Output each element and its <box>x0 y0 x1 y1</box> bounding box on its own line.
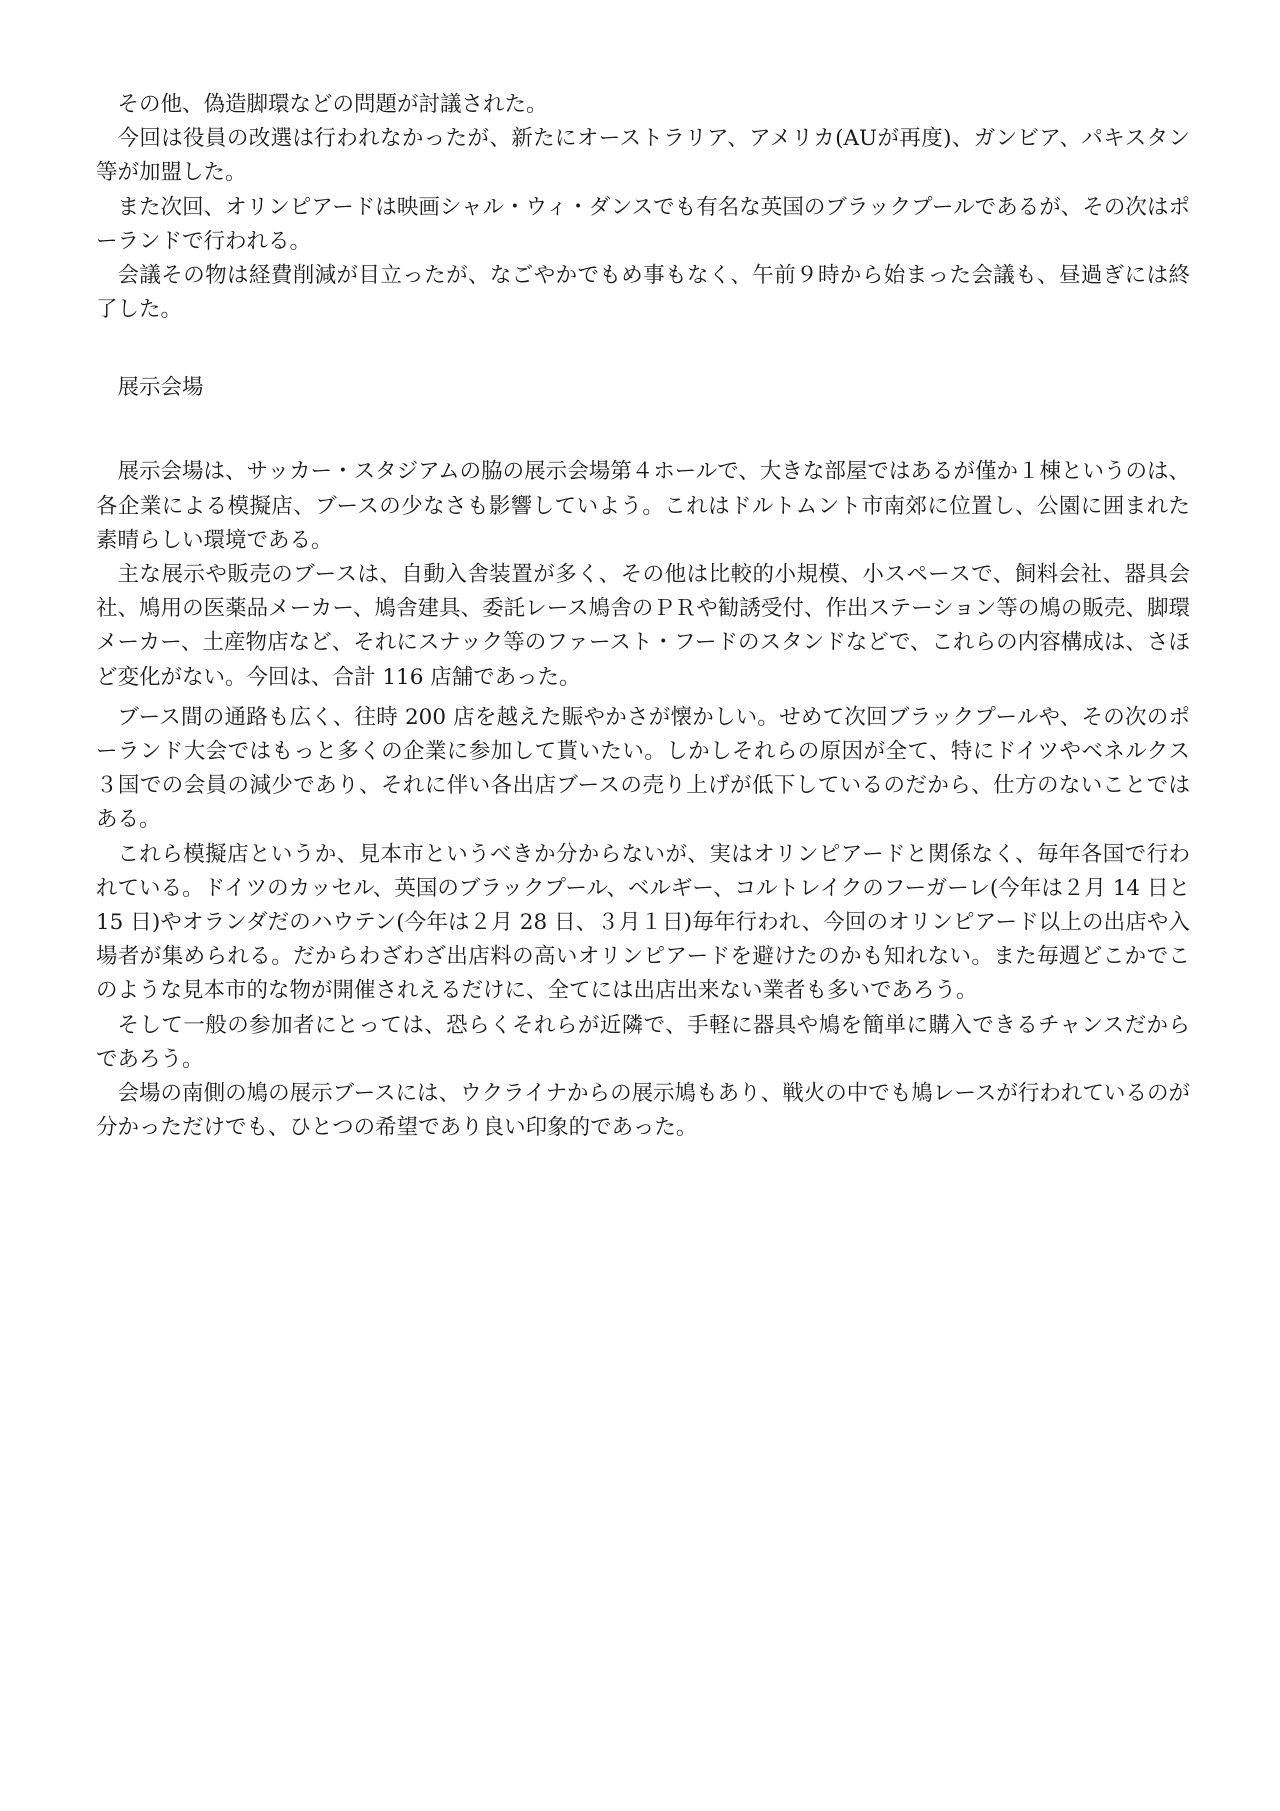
paragraph-exhibition-hall: 展示会場は、サッカー・スタジアムの脇の展示会場第４ホールで、大きな部屋ではあるが僅か１棟というのは、各企業による模擬店、ブースの少なさも影響していよう。これはドルトムント市南郊に位置し、公園に囲まれた素晴らしい環境である。 <box>96 459 1190 553</box>
document-body <box>96 88 1190 1145</box>
paragraph-next-olympiad: また次回、オリンピアードは映画シャル・ウィ・ダンスでも有名な英国のブラックプールであるが、その次はポーランドで行われる。 <box>96 194 1190 254</box>
paragraph-trade-fairs: これら模擬店というか、見本市というべきか分からないが、実はオリンピアードと関係なく、毎年各国で行われている。ドイツのカッセル、英国のブラックプール、ベルギー、コルトレイクのフーガーレ(今年は２月 14 日と 15 日)やオランダだのハウテン(今年は２月 28 日、３月１日)毎年行われ、今回のオリンピアード以上の出店や入場者が集められる。だからわざわざ出店料の高いオリンピアードを避けたのかも知れない。また毎週どこかでこのような見本市的な物が開催されえるだけに、全てには出店出来ない業者も多いであろう。 <box>96 841 1190 1004</box>
paragraph-booths: 主な展示や販売のブースは、自動入舎装置が多く、その他は比較的小規模、小スペースで、飼料会社、器具会社、鳩用の医薬品メーカー、鳩舎建具、委託レース鳩舎のＰＲや勧誘受付、作出ステーション等の鳩の販売、脚環メーカー、土産物店など、それにスナック等のファースト・フードのスタンドなどで、これらの内容構成は、さほど変化がない。今回は、合計 116 店舗であった。 <box>96 562 1190 690</box>
paragraph-ukraine: 会場の南側の鳩の展示ブースには、ウクライナからの展示鳩もあり、戦火の中でも鳩レースが行われているのが分かっただけでも、ひとつの希望であり良い印象的であった。 <box>96 1081 1190 1141</box>
section-spacer <box>96 405 1190 455</box>
paragraph-forged-rings: その他、偽造脚環などの問題が討議された。 <box>117 92 548 117</box>
paragraph-participants: そして一般の参加者にとっては、恐らくそれらが近隣で、手軽に器具や鳩を簡単に購入できるチャンスだからであろう。 <box>96 1012 1190 1072</box>
section-heading: 展示会場 <box>117 375 204 401</box>
section-spacer <box>96 327 1190 371</box>
paragraph-meeting-end: 会議その物は経費削減が目立ったが、なごやかでもめ事もなく、午前９時から始まった会議も、昼過ぎには終了した。 <box>96 263 1190 323</box>
paragraph-aisles: ブース間の通路も広く、往時 200 店を越えた賑やかさが懐かしい。せめて次回ブラックプールや、その次のポーランド大会ではもっと多くの企業に参加して貰いたい。しかしそれらの原因が全て、特にドイツやベネルクス３国での会員の減少であり、それに伴い各出店ブースの売り上げが低下しているのだから、仕方のないことではある。 <box>96 704 1190 833</box>
paragraph-new-members: 今回は役員の改選は行われなかったが、新たにオーストラリア、アメリカ(AUが再度)、ガンビア、パキスタン等が加盟した。 <box>96 126 1190 186</box>
